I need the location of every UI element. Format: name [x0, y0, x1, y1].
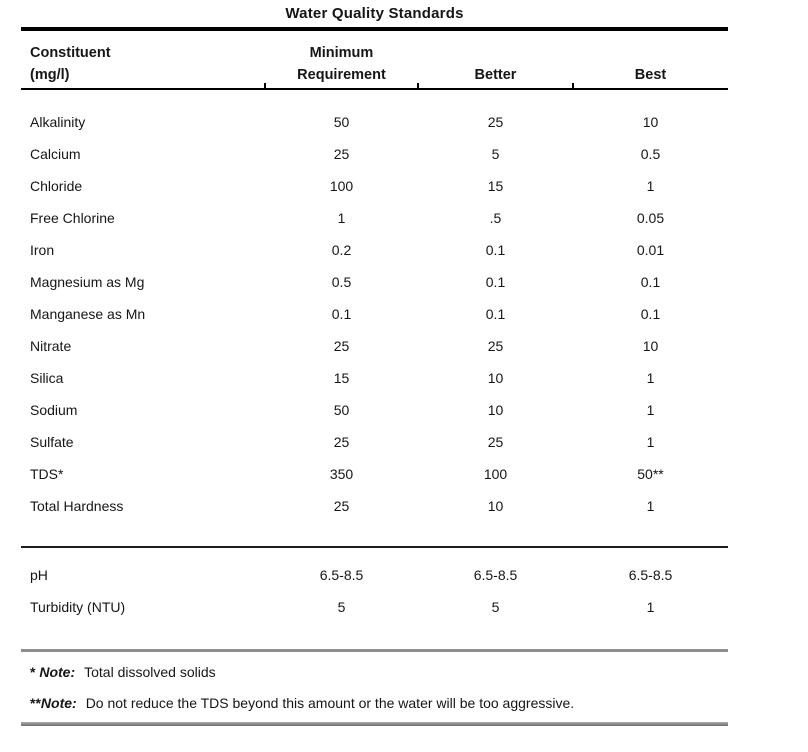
table-row: [21, 170, 728, 202]
best-cell: 10: [642, 114, 659, 130]
constituent-cell: Nitrate: [30, 338, 72, 354]
minimum-cell: 6.5-8.5: [319, 567, 364, 583]
table-row: [21, 426, 728, 458]
best-cell: 0.05: [636, 210, 665, 226]
minimum-cell: 25: [333, 338, 350, 354]
constituent-cell: Magnesium as Mg: [30, 274, 145, 290]
note-marker: **: [30, 695, 41, 711]
column-header-minimum-requirement: [265, 42, 418, 86]
constituent-cell: Silica: [30, 370, 64, 386]
minimum-cell: 0.5: [331, 274, 352, 290]
table-row: [21, 330, 728, 362]
better-cell: 100: [483, 466, 508, 482]
best-cell: 1: [646, 498, 655, 514]
better-cell: 25: [487, 434, 504, 450]
note-marker: *: [30, 664, 40, 680]
column-header-constituent: [21, 42, 265, 86]
section-divider-rule: [21, 546, 728, 548]
best-cell: 1: [646, 434, 655, 450]
column-header-best: [573, 42, 728, 86]
note-text: Total dissolved solids: [84, 664, 216, 680]
better-cell: 25: [487, 338, 504, 354]
table-body-extra: [21, 559, 728, 623]
table-row: [21, 362, 728, 394]
constituent-cell: Total Hardness: [30, 498, 124, 514]
column-header-line: Constituent: [30, 45, 111, 61]
column-header-line: Minimum: [309, 45, 374, 61]
best-cell: 10: [642, 338, 659, 354]
minimum-cell: 15: [333, 370, 350, 386]
table-row: [21, 234, 728, 266]
table-row: [21, 138, 728, 170]
minimum-cell: 100: [329, 178, 354, 194]
better-cell: .5: [489, 210, 502, 226]
minimum-cell: 0.2: [331, 242, 352, 258]
table-row: [21, 298, 728, 330]
best-cell: 1: [646, 599, 655, 615]
minimum-cell: 25: [333, 434, 350, 450]
constituent-cell: pH: [30, 567, 48, 583]
constituent-cell: Sodium: [30, 402, 78, 418]
notes-section: [30, 663, 730, 725]
column-header-line: (mg/l): [30, 67, 70, 83]
minimum-cell: 1: [337, 210, 346, 226]
minimum-cell: 25: [333, 498, 350, 514]
note-line: [30, 694, 730, 725]
table-row: [21, 559, 728, 591]
best-cell: 1: [646, 178, 655, 194]
better-cell: 15: [487, 178, 504, 194]
page-title: Water Quality Standards: [285, 5, 464, 22]
column-tick: [417, 83, 419, 89]
better-cell: 0.1: [485, 274, 506, 290]
constituent-cell: Sulfate: [30, 434, 74, 450]
constituent-cell: TDS*: [30, 466, 64, 482]
column-tick: [572, 83, 574, 89]
table-row: [21, 266, 728, 298]
best-cell: 6.5-8.5: [628, 567, 673, 583]
column-header-better: [418, 42, 573, 86]
minimum-cell: 50: [333, 114, 350, 130]
table-body: [21, 106, 728, 522]
column-header-line: Best: [634, 67, 667, 83]
table-row: [21, 202, 728, 234]
note-text: Do not reduce the TDS beyond this amount or the water will be too aggressive.: [85, 695, 575, 711]
best-cell: 0.01: [636, 242, 665, 258]
column-tick: [264, 83, 266, 89]
minimum-cell: 350: [329, 466, 354, 482]
table-row: [21, 394, 728, 426]
better-cell: 0.1: [485, 242, 506, 258]
column-header-line: [418, 42, 573, 64]
best-cell: 50**: [637, 466, 664, 482]
table-row: [21, 458, 728, 490]
constituent-cell: Iron: [30, 242, 55, 258]
table-row: [21, 591, 728, 623]
best-cell: 0.1: [640, 274, 661, 290]
better-cell: 10: [487, 498, 504, 514]
column-header-line: Better: [474, 67, 517, 83]
header-rule: [21, 88, 728, 90]
table-row: [21, 490, 728, 522]
bottom-rule: [21, 722, 728, 726]
notes-top-rule: [21, 649, 728, 652]
table-row: [21, 106, 728, 138]
column-header-line: [573, 42, 728, 64]
best-cell: 1: [646, 370, 655, 386]
better-cell: 10: [487, 370, 504, 386]
constituent-cell: Turbidity (NTU): [30, 599, 126, 615]
minimum-cell: 25: [333, 146, 350, 162]
best-cell: 0.1: [640, 306, 661, 322]
better-cell: 25: [487, 114, 504, 130]
constituent-cell: Alkalinity: [30, 114, 86, 130]
column-header-line: Requirement: [297, 67, 386, 83]
constituent-cell: Free Chlorine: [30, 210, 115, 226]
better-cell: 0.1: [485, 306, 506, 322]
best-cell: 0.5: [640, 146, 661, 162]
note-label: Note:: [39, 664, 76, 680]
minimum-cell: 50: [333, 402, 350, 418]
constituent-cell: Manganese as Mn: [30, 306, 146, 322]
better-cell: 10: [487, 402, 504, 418]
table-header: [21, 42, 728, 86]
better-cell: 5: [491, 599, 500, 615]
note-line: [30, 663, 730, 694]
minimum-cell: 5: [337, 599, 346, 615]
constituent-cell: Chloride: [30, 178, 83, 194]
better-cell: 6.5-8.5: [473, 567, 518, 583]
note-label: Note:: [40, 695, 77, 711]
constituent-cell: Calcium: [30, 146, 81, 162]
minimum-cell: 0.1: [331, 306, 352, 322]
better-cell: 5: [491, 146, 500, 162]
title-rule: [21, 27, 728, 31]
best-cell: 1: [646, 402, 655, 418]
